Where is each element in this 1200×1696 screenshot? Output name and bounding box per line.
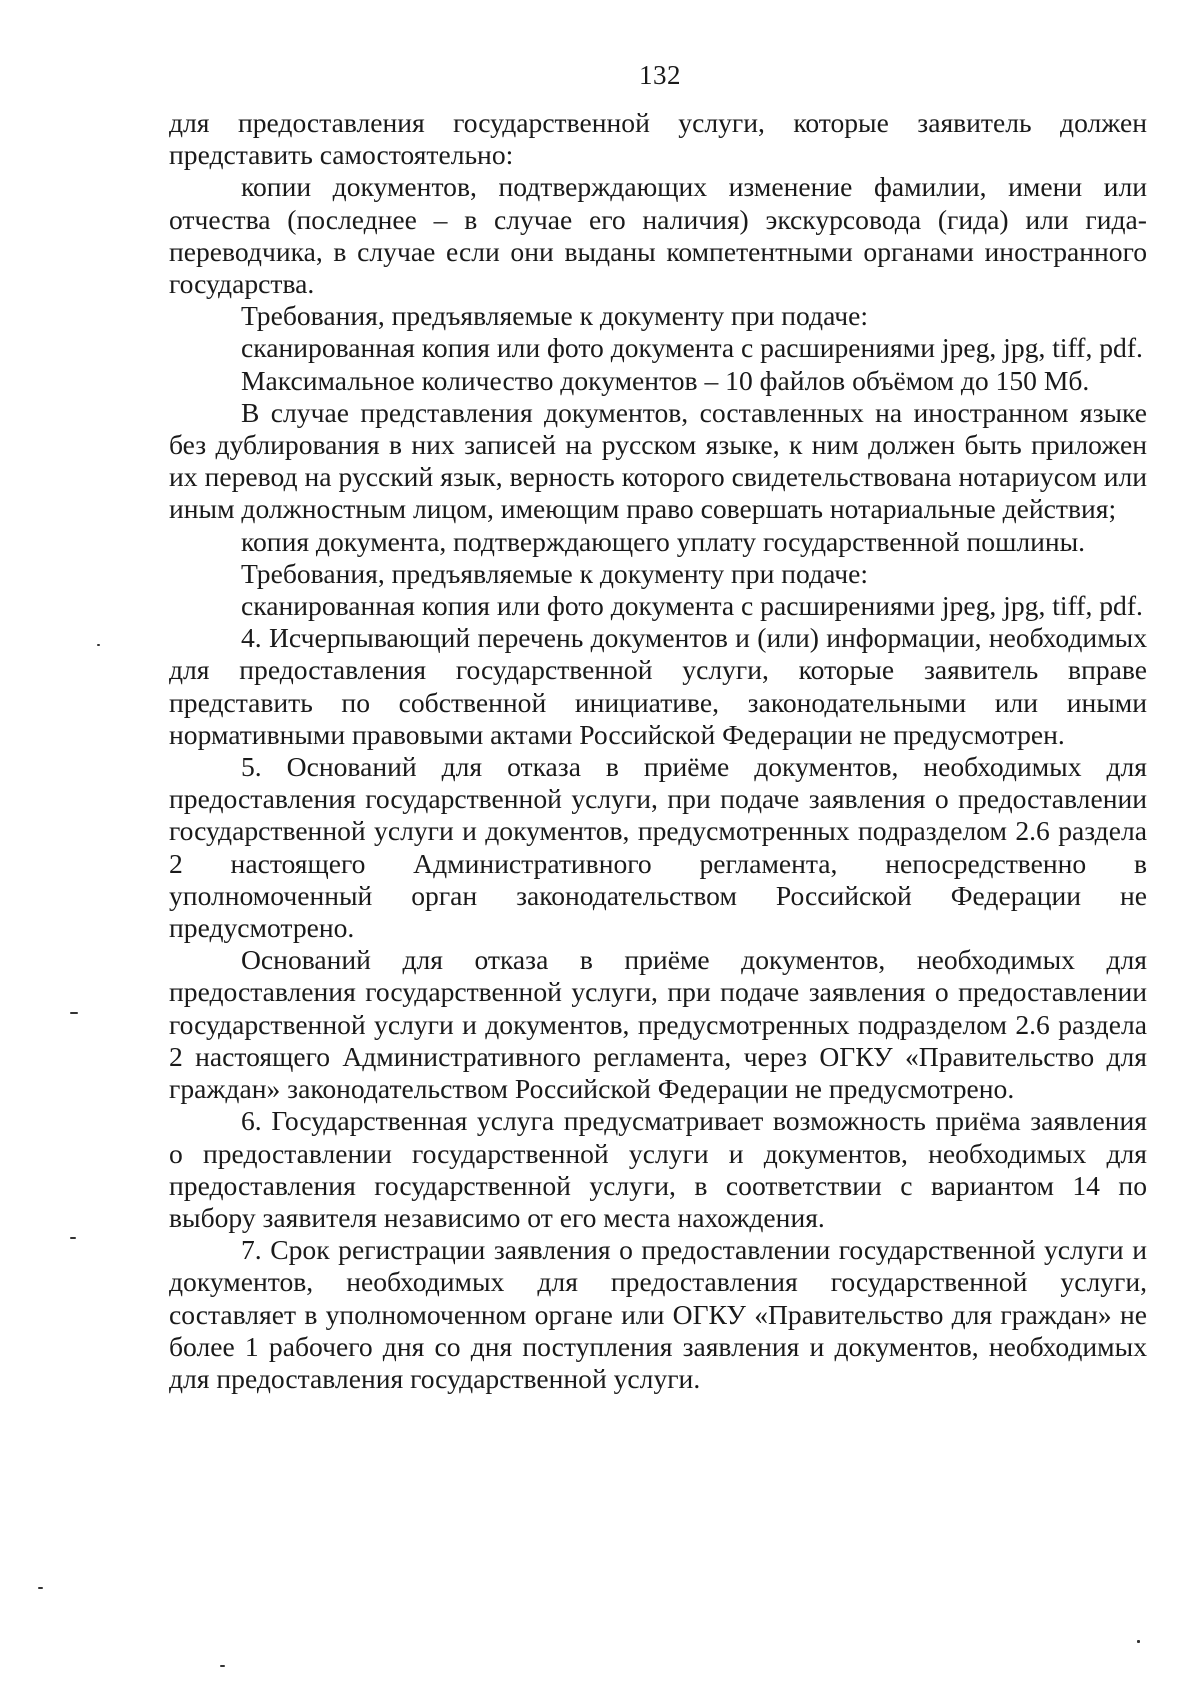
scan-speck bbox=[220, 1665, 225, 1667]
paragraph: 7. Срок регистрации заявления о предоставлении государственной услуги и документов, необходимых для предоставления государственной услуги, составляет в уполномоченном органе или ОГКУ «Правительство для граждан» не более 1 рабочего дня со дня поступления заявления и документов, необходимых для предоставления государственной услуги. bbox=[169, 1234, 1147, 1394]
scan-speck bbox=[1137, 1640, 1140, 1643]
paragraph: для предоставления государственной услуги, которые заявитель должен представить самостоятельно: bbox=[169, 107, 1147, 171]
paragraph: сканированная копия или фото документа с расширениями jpeg, jpg, tiff, pdf. bbox=[241, 590, 1143, 622]
paragraph: 5. Оснований для отказа в приёме документов, необходимых для предоставления государственной услуги, при подаче заявления о предоставлении государственной услуги и документов, предусмотренных подразделом 2.6 раздела 2 настоящего Административного регламента, непосредственно в уполномоченный орган законодательством Российской Федерации не предусмотрено. bbox=[169, 751, 1147, 944]
paragraph: 4. Исчерпывающий перечень документов и (или) информации, необходимых для предоставления государственной услуги, которые заявитель вправе представить по собственной инициативе, законодательными или иными нормативными правовыми актами Российской Федерации не предусмотрен. bbox=[169, 622, 1147, 750]
paragraph: сканированная копия или фото документа с расширениями jpeg, jpg, tiff, pdf. bbox=[241, 332, 1143, 364]
paragraph: 6. Государственная услуга предусматривает возможность приёма заявления о предоставлении государственной услуги и документов, необходимых для предоставления государственной услуги, в соответствии с вариантом 14 по выбору заявителя независимо от его места нахождения. bbox=[169, 1105, 1147, 1233]
paragraph: копия документа, подтверждающего уплату государственной пошлины. bbox=[241, 525, 1086, 557]
scan-speck bbox=[70, 1012, 78, 1014]
paragraph: В случае представления документов, составленных на иностранном языке без дублирования в них записей на русском языке, к ним должен быть приложен их перевод на русский язык, верность которого свидетельствована нотариусом или иным должностным лицом, имеющим право совершать нотариальные действия; bbox=[169, 396, 1147, 525]
scan-speck bbox=[70, 1237, 76, 1239]
paragraph: Максимальное количество документов – 10 файлов объёмом до 150 Мб. bbox=[241, 364, 1090, 396]
paragraph: Требования, предъявляемые к документу при подаче: bbox=[241, 557, 869, 589]
scan-speck bbox=[97, 644, 100, 646]
document-body bbox=[169, 107, 1147, 1395]
paragraph: копии документов, подтверждающих изменение фамилии, имени или отчества (последнее – в случае его наличия) экскурсовода (гида) или гида-переводчика, в случае если они выданы компетентными органами иностранного государства. bbox=[169, 171, 1147, 300]
scan-speck bbox=[38, 1587, 43, 1589]
page-number bbox=[0, 60, 1200, 91]
paragraph: Требования, предъявляемые к документу при подаче: bbox=[241, 300, 869, 332]
page-number-text: 132 bbox=[639, 60, 681, 90]
paragraph: Оснований для отказа в приёме документов, необходимых для предоставления государственной услуги, при подаче заявления о предоставлении государственной услуги и документов, предусмотренных подразделом 2.6 раздела 2 настоящего Административного регламента, через ОГКУ «Правительство для граждан» законодательством Российской Федерации не предусмотрено. bbox=[169, 944, 1147, 1105]
